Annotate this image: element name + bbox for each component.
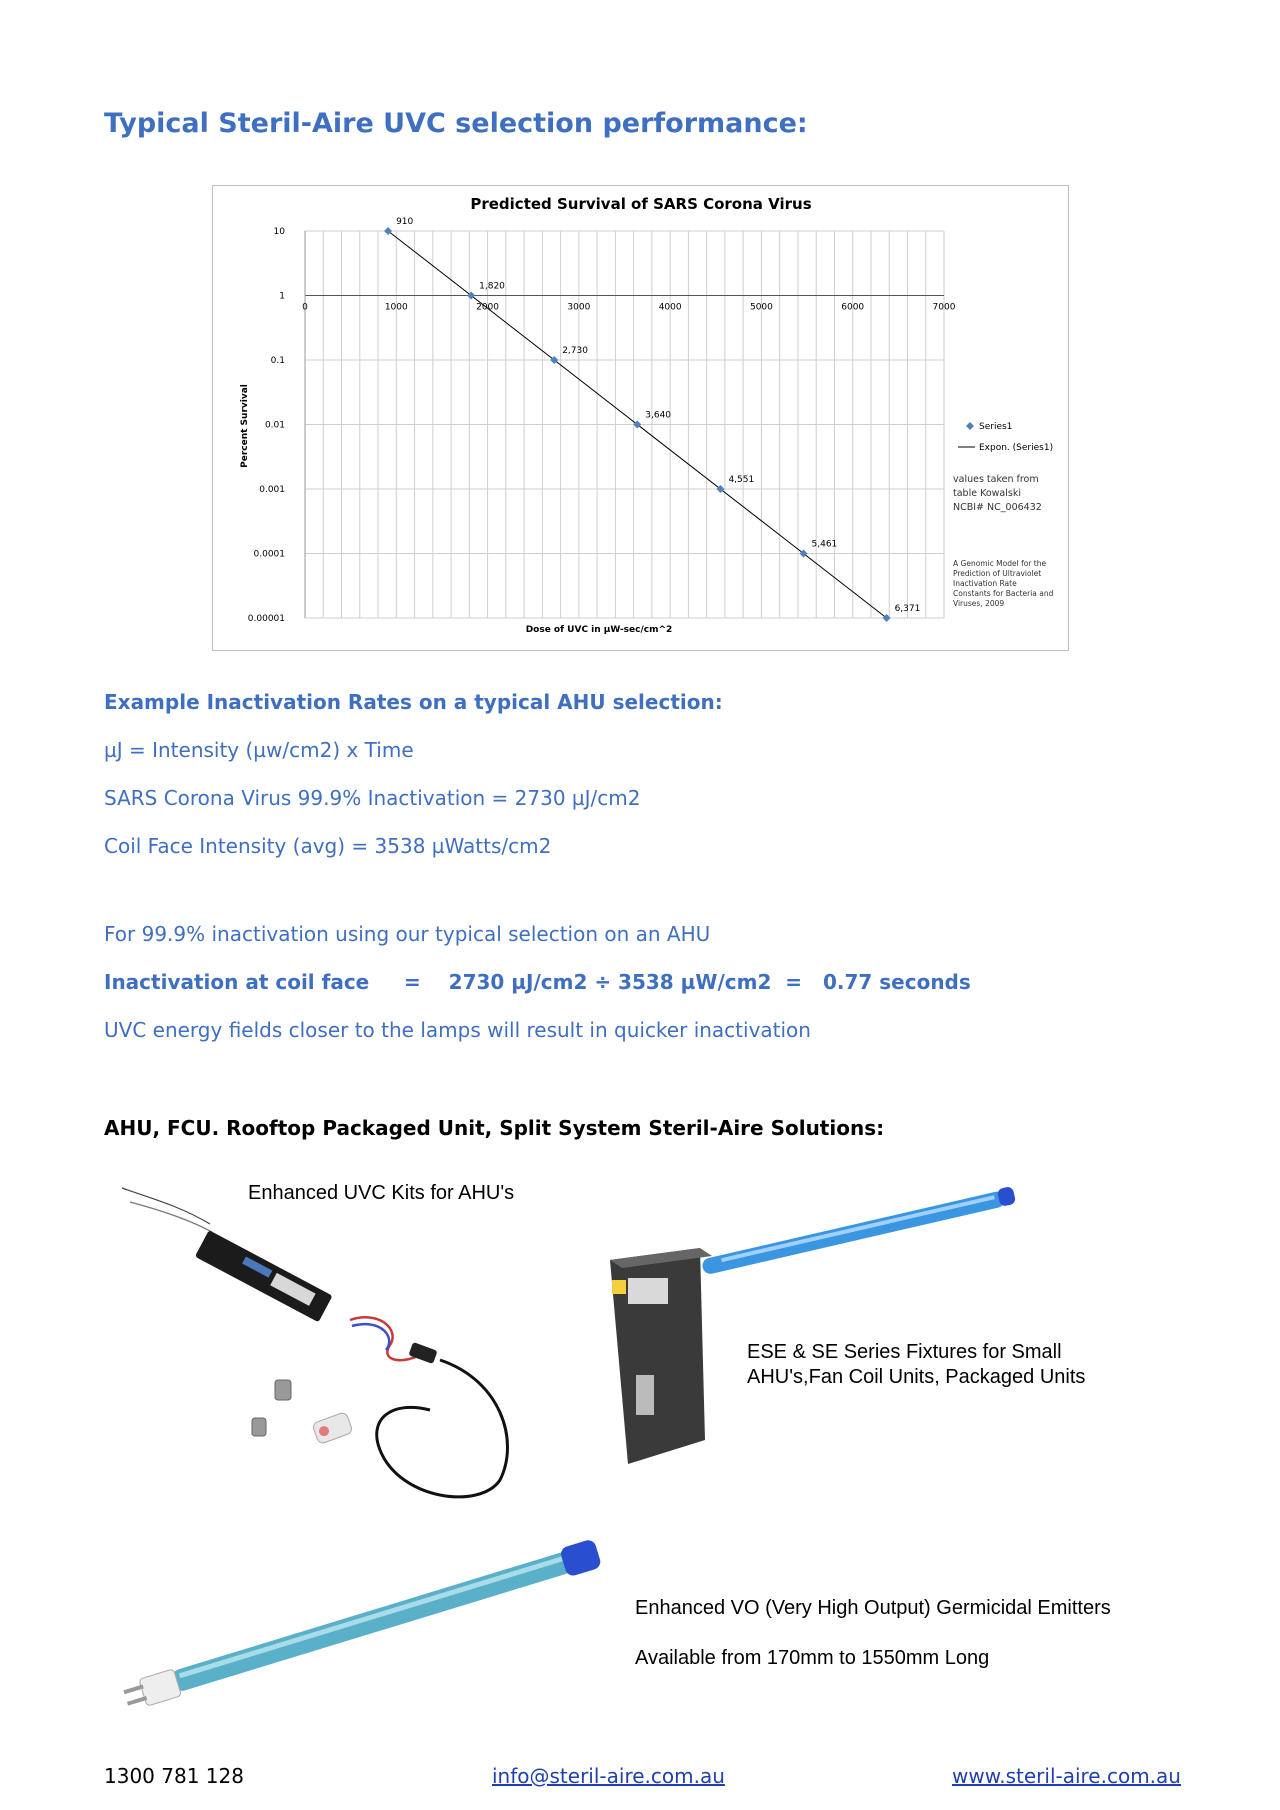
y-tick-label: 0.001 [259, 485, 285, 495]
x-tick-label: 1000 [384, 302, 408, 313]
uvc-kit-caption: Enhanced UVC Kits for AHU's [248, 1182, 515, 1204]
footer-phone: 1300 781 128 [104, 1764, 244, 1788]
x-tick-label: 4000 [658, 302, 682, 313]
data-label: 5,461 [811, 539, 838, 550]
data-label: 3,640 [645, 410, 672, 421]
chart-title: Predicted Survival of SARS Corona Virus [470, 195, 812, 213]
data-label: 1,820 [479, 281, 505, 292]
data-label: 2,730 [562, 346, 588, 356]
x-axis-label: Dose of UVC in µW-sec/cm^2 [525, 625, 673, 635]
x-tick-label: 3000 [567, 302, 591, 313]
legend-trendline: Expon. (Series1) [979, 443, 1054, 453]
chart-grid [305, 231, 944, 618]
y-axis-ticks [248, 227, 285, 624]
x-tick-label: 2000 [476, 302, 500, 313]
survival-chart [212, 185, 1069, 651]
formula-line: µJ = Intensity (µw/cm2) x Time [104, 738, 414, 762]
x-tick-label: 7000 [932, 302, 956, 313]
y-tick-label: 0.1 [270, 356, 285, 366]
vo-emitter-length-caption: Available from 170mm to 1550mm Long [635, 1647, 990, 1669]
ese-fixture-caption-line2: AHU's,Fan Coil Units, Packaged Units [747, 1366, 1086, 1388]
data-label: 6,371 [894, 604, 921, 614]
coil-face-result-line: Inactivation at coil face = 2730 µJ/cm2 ÷ 3538 µW/cm2 = 0.77 seconds [104, 970, 971, 994]
solutions-heading: AHU, FCU. Rooftop Packaged Unit, Split System Steril-Aire Solutions: [104, 1116, 885, 1140]
y-tick-label: 0.0001 [253, 549, 285, 560]
x-tick-label: 6000 [841, 302, 865, 313]
y-tick-label: 10 [273, 227, 285, 237]
x-axis-ticks [302, 303, 956, 313]
data-label: 4,551 [728, 475, 755, 485]
chart-svg [213, 186, 1068, 650]
x-tick-label: 5000 [749, 302, 773, 313]
ese-fixture-caption [747, 1340, 1085, 1390]
y-tick-label: 0.00001 [247, 614, 285, 624]
closer-lamps-line: UVC energy fields closer to the lamps will result in quicker inactivation [104, 1018, 811, 1042]
vo-emitter-caption: Enhanced VO (Very High Output) Germicidal Emitters [635, 1597, 1111, 1619]
y-tick-label: 1 [279, 291, 285, 302]
page-title: Typical Steril-Aire UVC selection performance: [104, 108, 808, 139]
ese-fixture-caption-line1: ESE & SE Series Fixtures for Small [747, 1341, 1062, 1363]
annotation-source: values taken from table Kowalski NCBI# NC_006432 [953, 474, 1042, 513]
legend-marker-series1 [966, 422, 974, 430]
y-tick-label: 0.01 [264, 420, 285, 431]
example-heading: Example Inactivation Rates on a typical AHU selection: [104, 690, 723, 714]
inactivation-dose-line: SARS Corona Virus 99.9% Inactivation = 2730 µJ/cm2 [104, 786, 641, 810]
coil-intensity-line: Coil Face Intensity (avg) = 3538 µWatts/cm2 [104, 834, 552, 858]
y-axis-label: Percent Survival [240, 384, 250, 468]
uvc-kit-image [100, 1180, 530, 1520]
data-label: 910 [396, 217, 414, 227]
footer-website-link[interactable]: www.steril-aire.com.au [952, 1764, 1181, 1788]
legend-series1: Series1 [979, 422, 1013, 432]
selection-intro-line: For 99.9% inactivation using our typical selection on an AHU [104, 922, 711, 946]
footer-email-link[interactable]: info@steril-aire.com.au [492, 1764, 725, 1788]
chart-legend [958, 422, 1053, 453]
x-tick-label: 0 [302, 302, 308, 313]
ese-fixture-image [600, 1160, 1040, 1480]
annotation-reference: A Genomic Model for the Prediction of Ultraviolet Inactivation Rate Constants for Bacteria and Viruses, 2009 [953, 559, 1054, 608]
vo-emitter-image [100, 1520, 680, 1710]
